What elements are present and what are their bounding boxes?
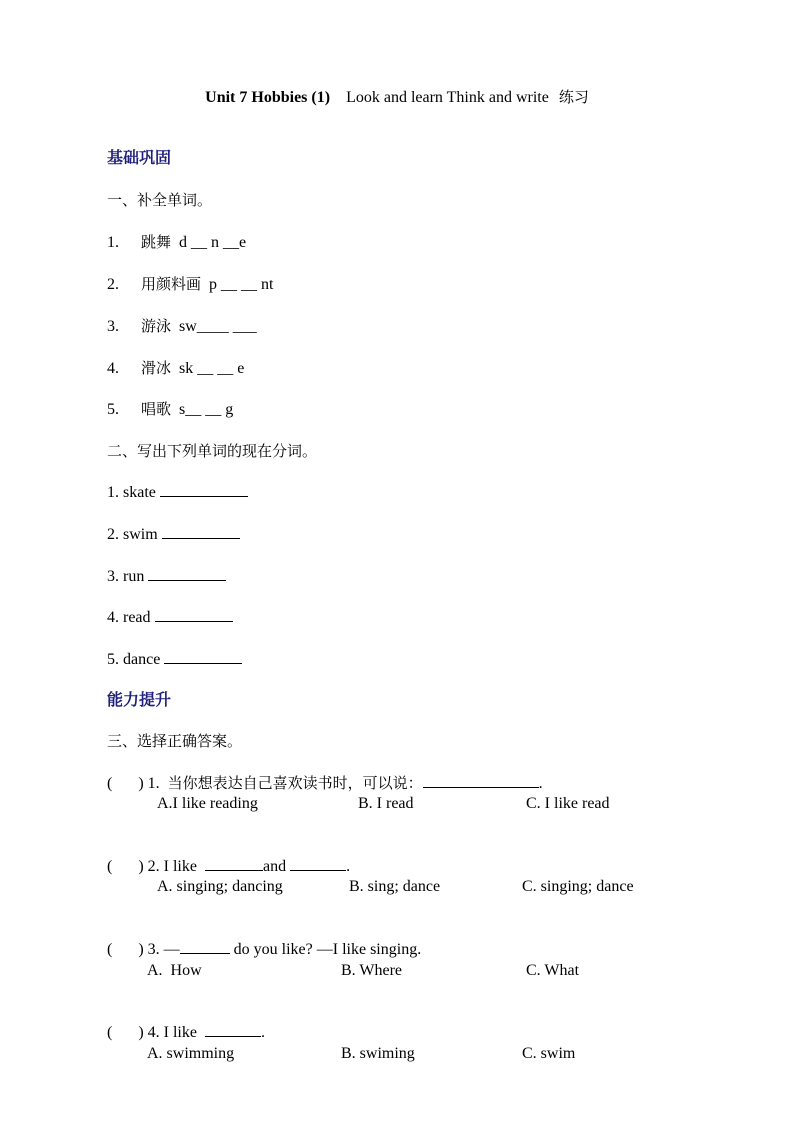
answer-blank[interactable] [290,856,346,871]
answer-blank[interactable] [205,856,263,871]
title-unit: Unit 7 Hobbies (1) [205,89,331,106]
participle-word: 2. swim [107,526,158,543]
answer-blank[interactable] [148,566,226,581]
title-practice: 练习 [558,88,589,106]
fill-item-word: s__ __ g [179,401,234,418]
answer-blank[interactable] [162,524,240,539]
fill-item-word: sk __ __ e [179,360,245,377]
option-c[interactable]: C. What [526,962,580,979]
answer-blank[interactable] [205,1022,261,1037]
fill-item-word: d __ n __e [179,234,247,251]
fill-item-chinese: 跳舞 [141,233,172,251]
part1-title-text: 一、补全单词。 [107,191,213,209]
answer-paren-close: ) [138,858,144,875]
answer-blank[interactable] [155,607,233,622]
question-stem: 2. I like [147,858,197,875]
question-stem-end: do you like? —I like singing. [233,941,422,958]
fill-item-word: sw____ ___ [179,318,257,335]
question-number: 1. [147,775,160,792]
question-stem: 4. I like [147,1024,197,1041]
fill-item-number: 3. [107,318,119,335]
answer-paren-open: ( [107,941,113,958]
answer-blank[interactable] [180,939,230,954]
fill-item-word: p __ __ nt [209,276,274,293]
part2-title-text: 二、写出下列单词的现在分词。 [107,442,318,460]
section-heading-advanced-text: 能力提升 [107,690,172,709]
answer-paren-open: ( [107,858,113,875]
option-a[interactable]: A. swimming [147,1045,235,1062]
participle-word: 5. dance [107,651,161,668]
question-end: . [538,775,543,792]
answer-blank[interactable] [160,482,248,497]
option-a[interactable]: A. singing; dancing [157,878,283,895]
option-b[interactable]: B. Where [341,962,403,979]
fill-item-number: 1. [107,234,119,251]
fill-item-chinese: 滑冰 [141,359,172,377]
option-b[interactable]: B. swiming [341,1045,415,1062]
section-heading-basic-text: 基础巩固 [107,148,172,167]
answer-paren-close: ) [138,1024,144,1041]
option-c[interactable]: C. swim [522,1045,576,1062]
part3-title-text: 三、选择正确答案。 [107,732,243,750]
question-end: . [346,858,351,875]
option-b[interactable]: B. sing; dance [349,878,441,895]
question-stem: 当你想表达自己喜欢读书时，可以说： [167,774,423,792]
answer-paren-close: ) [138,941,144,958]
option-a[interactable]: A.I like reading [157,795,258,812]
question-end: . [260,1024,265,1041]
fill-item-number: 2. [107,276,119,293]
option-b[interactable]: B. I read [358,795,414,812]
answer-paren-open: ( [107,1024,113,1041]
answer-blank[interactable] [423,773,539,788]
answer-paren-open: ( [107,775,113,792]
answer-blank[interactable] [164,649,242,664]
answer-paren-close: ) [138,775,144,792]
participle-word: 1. skate [107,484,156,501]
question-conjunction: and [262,858,287,875]
participle-word: 3. run [107,568,145,585]
fill-item-chinese: 用颜料画 [141,275,202,293]
fill-item-number: 4. [107,360,119,377]
fill-item-number: 5. [107,401,119,418]
fill-item-chinese: 游泳 [141,317,172,335]
option-a[interactable]: A. How [147,962,202,979]
option-c[interactable]: C. singing; dance [522,878,634,895]
question-stem: 3. — [147,941,180,958]
option-c[interactable]: C. I like read [526,795,610,812]
participle-word: 4. read [107,609,151,626]
title-sections: Look and learn Think and write [346,89,549,106]
fill-item-chinese: 唱歌 [141,400,172,418]
page-title [0,86,794,107]
